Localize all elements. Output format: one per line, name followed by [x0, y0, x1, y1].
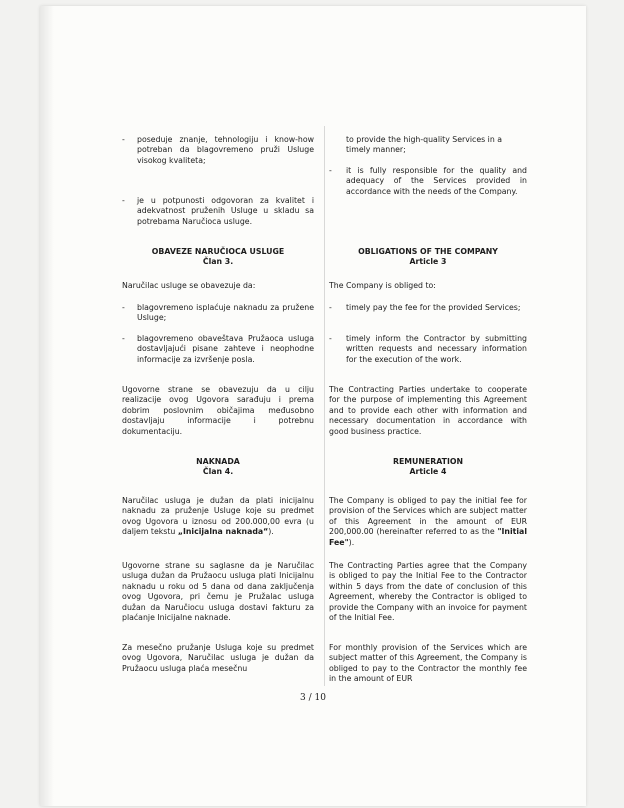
right-heading-remuneration: REMUNERATION Article 4	[392, 457, 464, 477]
document-page	[40, 6, 586, 806]
left-initial-fee-paragraph: Naručilac usluga je dužan da plati inicijalnu naknadu za pruženje Usluge koje su predmet ovog Ugovora u iznosu od 200.000,00 evra (u daljem tekstu „Inicijalna naknada“).	[122, 496, 314, 537]
page-number: 3 / 10	[300, 693, 326, 703]
left-top-item1: - poseduje znanje, tehnologiju i know-how potreban da blagovremeno pruži Usluge visokog kvaliteta;	[122, 135, 314, 165]
right-top-item: - it is fully responsible for the quality and adequacy of the Services provided in accordance with the needs of the Company.	[329, 166, 527, 196]
left-cooperation-paragraph: Ugovorne strane se obavezuju da u cilju realizacije ovog Ugovora sarađuju i prema dobrim poslovnim običajima međusobno dostavljaju informacije i potrebnu dokumentaciju.	[122, 385, 314, 436]
left-payment-terms-paragraph: Ugovorne strane su saglasne da je Naručilac usluga dužan da Pružaocu usluga plati Inicijalnu naknadu u roku od 5 dana od dana zaključenja ovog Ugovora, pri čemu je Pružalac usluga dužan da Naručiocu usluga dostavi fakturu za plaćanje Inicijalne naknade.	[122, 561, 314, 623]
left-obligation-item1: - blagovremeno isplaćuje naknadu za pružene Usluge;	[122, 303, 314, 323]
left-obliged-intro: Naručilac usluge se obavezuje da:	[122, 281, 256, 290]
page-edge-shadow	[40, 6, 54, 806]
left-obligation-item2: - blagovremeno obaveštava Pružaoca usluga dostavljajući pisane zahteve i neophodne informacije za izvršenje posla.	[122, 334, 314, 364]
right-cooperation-paragraph: The Contracting Parties undertake to cooperate for the purpose of implementing this Agreement and to provide each other with information and necessary documentation in accordance with good business practice.	[329, 385, 527, 436]
right-top-line: to provide the high-quality Services in a timely manner;	[346, 135, 503, 155]
left-heading-obligations: OBAVEZE NARUČIOCA USLUGE Član 3.	[151, 247, 285, 267]
left-top-item2: - je u potpunosti odgovoran za kvalitet i adekvatnost pruženih Usluge u skladu sa potrebama Naručioca usluge.	[122, 196, 314, 226]
right-obligation-item1: - timely pay the fee for the provided Services;	[329, 303, 521, 312]
right-monthly-fee-paragraph: For monthly provision of the Services which are subject matter of this Agreement, the Company is obliged to pay to the Contractor the monthly fee in the amount of EUR	[329, 643, 527, 684]
right-obliged-intro: The Company is obliged to:	[329, 281, 436, 290]
right-payment-terms-paragraph: The Contracting Parties agree that the Company is obliged to pay the Initial Fee to the Contractor within 5 days from the date of conclusion of this Agreement, whereby the Contractor is obliged to provide the Company with an invoice for payment of the Initial Fee.	[329, 561, 527, 623]
column-divider	[324, 126, 325, 686]
left-monthly-fee-paragraph: Za mesečno pružanje Usluga koje su predmet ovog Ugovora, Naručilac usluga je dužan da Pružaocu usluga plaća mesečnu	[122, 643, 314, 673]
right-heading-obligations: OBLIGATIONS OF THE COMPANY Article 3	[358, 247, 498, 267]
right-initial-fee-paragraph: The Company is obliged to pay the initial fee for provision of the Services which are subject matter of this Agreement in the amount of EUR 200,000.00 (hereinafter referred to as the "Initial Fee").	[329, 496, 527, 547]
right-obligation-item2: - timely inform the Contractor by submitting written requests and necessary information for the execution of the work.	[329, 334, 527, 364]
left-heading-remuneration: NAKNADA Član 4.	[196, 457, 240, 477]
